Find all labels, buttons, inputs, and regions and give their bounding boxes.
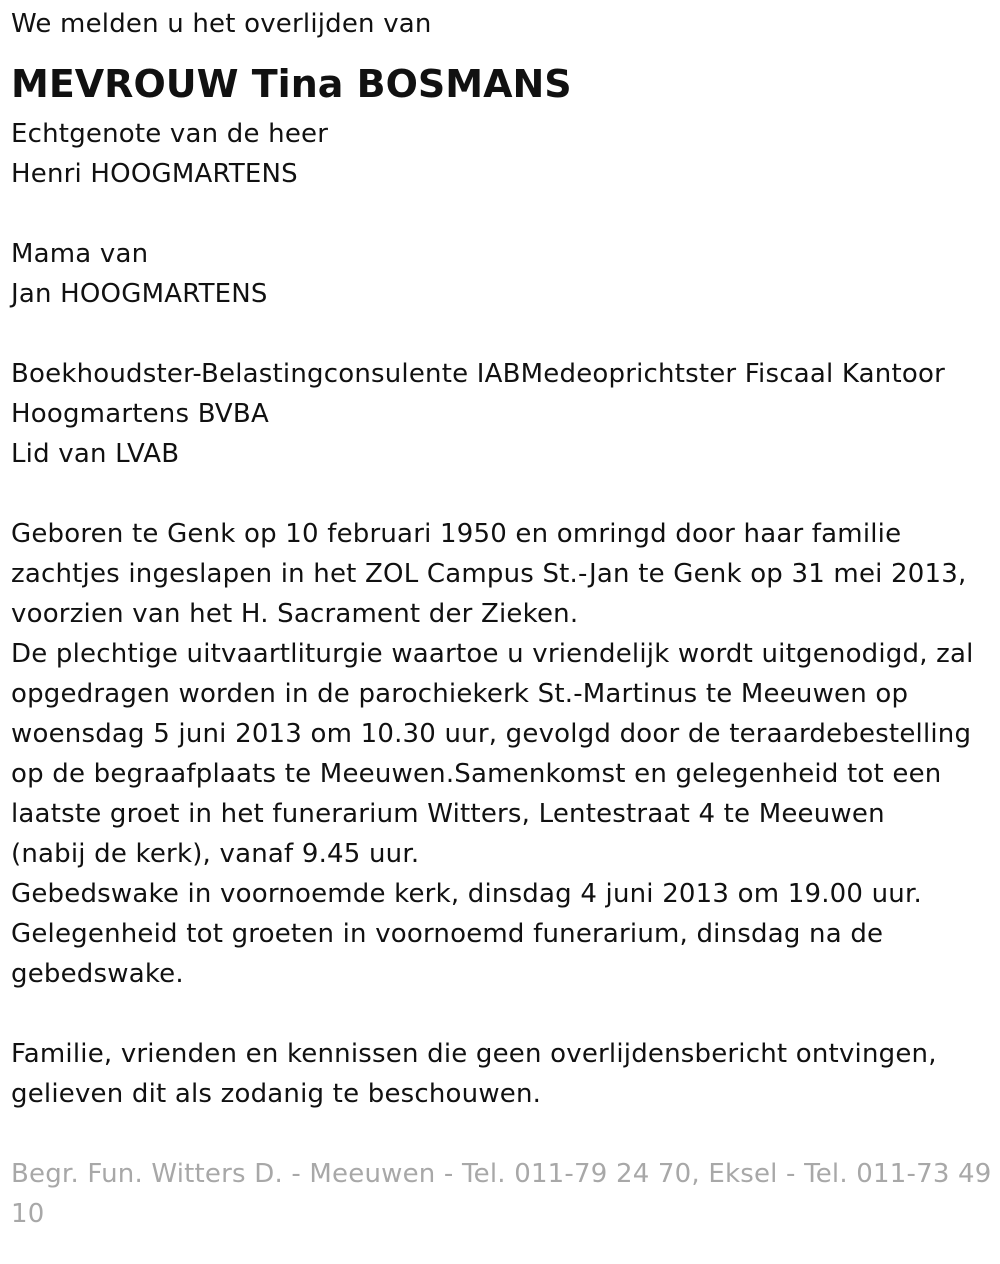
- spouse-relation: Echtgenote van de heer: [11, 119, 329, 149]
- spacer: [11, 314, 991, 354]
- profession-line: Lid van LVAB: [11, 439, 180, 469]
- body-line: opgedragen worden in de parochiekerk St.-Martinus te Meeuwen op: [11, 679, 909, 709]
- body-line: gebedswake.: [11, 959, 184, 989]
- closing-line: gelieven dit als zodanig te beschouwen.: [11, 1079, 542, 1109]
- body-line: voorzien van het H. Sacrament der Zieken.: [11, 599, 579, 629]
- closing-line: Familie, vrienden en kennissen die geen overlijdensbericht ontvingen,: [11, 1039, 937, 1069]
- body-line: De plechtige uitvaartliturgie waartoe u vriendelijk wordt uitgenodigd, zal: [11, 639, 974, 669]
- body-line: Geboren te Genk op 10 februari 1950 en omringd door haar familie: [11, 519, 902, 549]
- body-line: op de begraafplaats te Meeuwen.Samenkomst en gelegenheid tot een: [11, 759, 942, 789]
- obituary-notice: [11, 4, 991, 1234]
- body-line: laatste groet in het funerarium Witters, Lentestraat 4 te Meeuwen: [11, 799, 885, 829]
- child-name: Jan HOOGMARTENS: [11, 279, 268, 309]
- body-line: Gelegenheid tot groeten in voornoemd funerarium, dinsdag na de: [11, 919, 884, 949]
- spouse-name: Henri HOOGMARTENS: [11, 159, 298, 189]
- child-relation: Mama van: [11, 239, 149, 269]
- body-line: zachtjes ingeslapen in het ZOL Campus St.-Jan te Genk op 31 mei 2013,: [11, 559, 967, 589]
- funeral-home-footer: Begr. Fun. Witters D. - Meeuwen - Tel. 011-79 24 70, Eksel - Tel. 011-73 49: [11, 1159, 992, 1189]
- body-line: woensdag 5 juni 2013 om 10.30 uur, gevolgd door de teraardebestelling: [11, 719, 972, 749]
- body-line: (nabij de kerk), vanaf 9.45 uur.: [11, 839, 420, 869]
- spacer: [11, 994, 991, 1034]
- body-line: Gebedswake in voornoemde kerk, dinsdag 4 juni 2013 om 19.00 uur.: [11, 879, 922, 909]
- funeral-home-footer: 10: [11, 1199, 45, 1229]
- profession-line: Hoogmartens BVBA: [11, 399, 269, 429]
- spacer: [11, 474, 991, 514]
- spacer: [11, 194, 991, 234]
- intro-text: We melden u het overlijden van: [11, 9, 432, 39]
- profession-line: Boekhoudster-Belastingconsulente IABMedeoprichtster Fiscaal Kantoor: [11, 359, 945, 389]
- spacer: [11, 1114, 991, 1154]
- deceased-name: MEVROUW Tina BOSMANS: [11, 62, 572, 106]
